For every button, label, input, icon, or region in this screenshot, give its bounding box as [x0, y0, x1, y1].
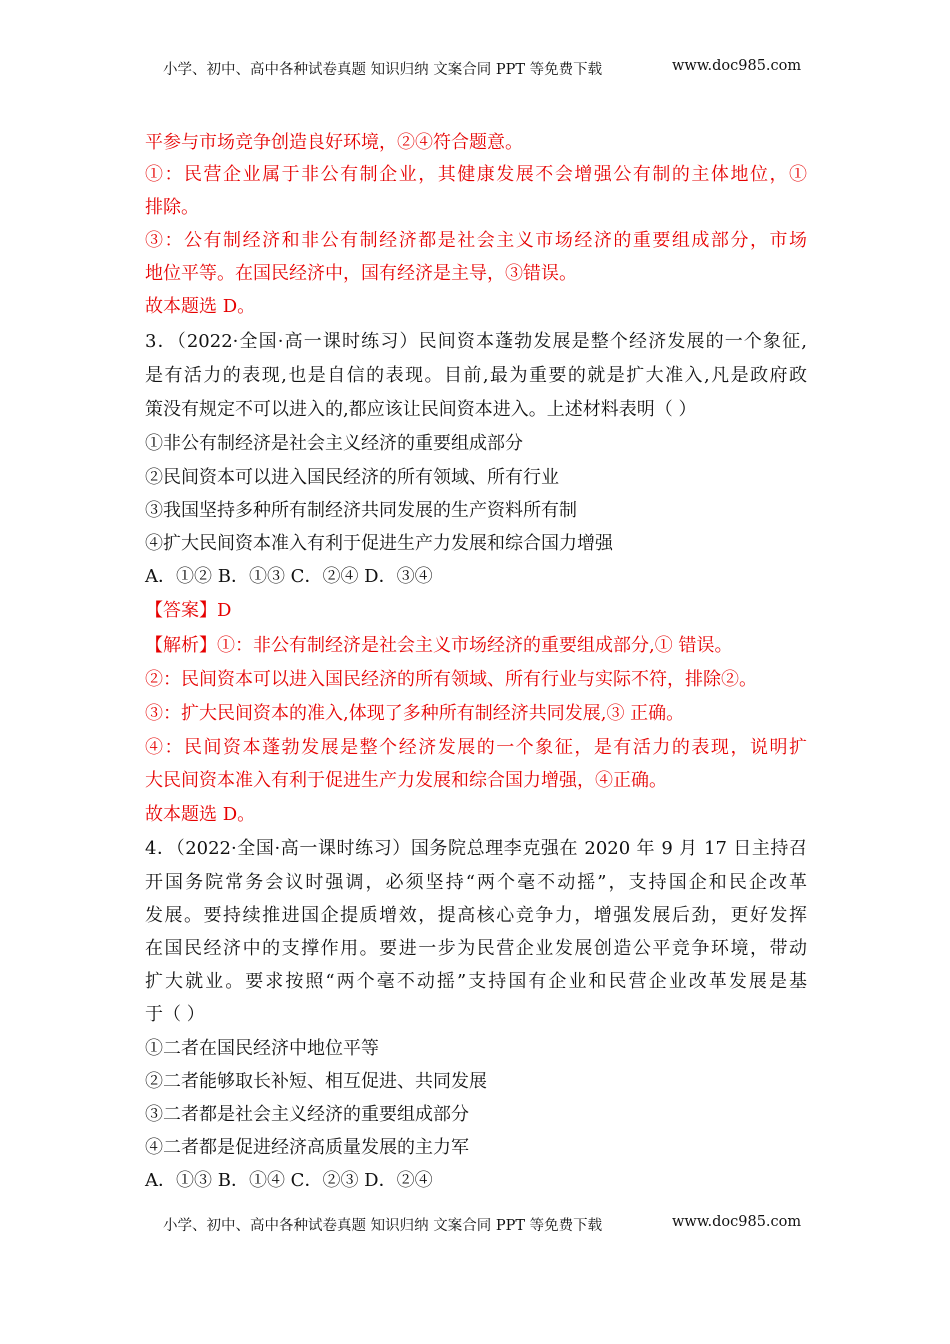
- question-text-line: 开国务院常务会议时强调，必须坚持“两个毫不动摇”，支持国企和民企改革: [145, 872, 807, 893]
- question-text-line: ③我国坚持多种所有制经济共同发展的生产资料所有制: [145, 500, 577, 521]
- answer-text-line: 排除。: [145, 197, 199, 218]
- question-text-line: ④扩大民间资本准入有利于促进生产力发展和综合国力增强: [145, 533, 613, 554]
- question-text-line: 4．（2022·全国·高一课时练习）国务院总理李克强在 2020 年 9 月 17 日主持召: [145, 838, 807, 859]
- answer-text-line: ④：民间资本蓬勃发展是整个经济发展的一个象征，是有活力的表现，说明扩: [145, 737, 807, 758]
- question-text-line: ①二者在国民经济中地位平等: [145, 1038, 379, 1059]
- question-text-line: 3．（2022·全国·高一课时练习）民间资本蓬勃发展是整个经济发展的一个象征,: [145, 331, 807, 352]
- answer-text-line: ③：公有制经济和非公有制经济都是社会主义市场经济的重要组成部分，市场: [145, 230, 807, 251]
- question-text-line: ①非公有制经济是社会主义经济的重要组成部分: [145, 433, 523, 454]
- question-text-line: ②二者能够取长补短、相互促进、共同发展: [145, 1071, 487, 1092]
- answer-text-line: ②：民间资本可以进入国民经济的所有领域、所有行业与实际不符，排除②。: [145, 669, 757, 690]
- header-text: 小学、初中、高中各种试卷真题 知识归纳 文案合同 PPT 等免费下载: [163, 62, 603, 78]
- answer-text-line: 【答案】D: [145, 600, 232, 621]
- answer-text-line: 【解析】①：非公有制经济是社会主义市场经济的重要组成部分,① 错误。: [145, 635, 733, 656]
- answer-text-line: 大民间资本准入有利于促进生产力发展和综合国力增强，④正确。: [145, 770, 667, 791]
- question-text-line: ③二者都是社会主义经济的重要组成部分: [145, 1104, 469, 1125]
- question-text-line: ②民间资本可以进入国民经济的所有领域、所有行业: [145, 467, 559, 488]
- question-text-line: A．①③ B．①④ C．②③ D．②④: [145, 1170, 433, 1191]
- question-text-line: 扩大就业。要求按照“两个毫不动摇”支持国有企业和民营企业改革发展是基: [145, 971, 807, 992]
- question-text-line: ④二者都是促进经济高质量发展的主力军: [145, 1137, 469, 1158]
- header-url[interactable]: www.doc985.com: [672, 58, 802, 74]
- question-text-line: 于（ ）: [145, 1004, 205, 1025]
- question-text-line: 策没有规定不可以进入的,都应该让民间资本进入。上述材料表明（ ）: [145, 399, 697, 420]
- answer-text-line: 平参与市场竞争创造良好环境，②④符合题意。: [145, 132, 523, 153]
- answer-text-line: ①：民营企业属于非公有制企业，其健康发展不会增强公有制的主体地位，①: [145, 164, 807, 185]
- question-text-line: 是有活力的表现,也是自信的表现。目前,最为重要的就是扩大准入,凡是政府政: [145, 365, 807, 386]
- answer-text-line: 故本题选 D。: [145, 804, 256, 825]
- question-text-line: 在国民经济中的支撑作用。要进一步为民营企业发展创造公平竞争环境，带动: [145, 938, 807, 959]
- question-text-line: A．①② B．①③ C．②④ D．③④: [145, 566, 433, 587]
- answer-text-line: ③：扩大民间资本的准入,体现了多种所有制经济共同发展,③ 正确。: [145, 703, 685, 724]
- footer-text: 小学、初中、高中各种试卷真题 知识归纳 文案合同 PPT 等免费下载: [163, 1218, 603, 1234]
- answer-text-line: 故本题选 D。: [145, 296, 256, 317]
- answer-text-line: 地位平等。在国民经济中，国有经济是主导，③错误。: [145, 263, 577, 284]
- footer-url[interactable]: www.doc985.com: [672, 1214, 802, 1230]
- question-text-line: 发展。要持续推进国企提质增效，提高核心竞争力，增强发展后劲，更好发挥: [145, 905, 807, 926]
